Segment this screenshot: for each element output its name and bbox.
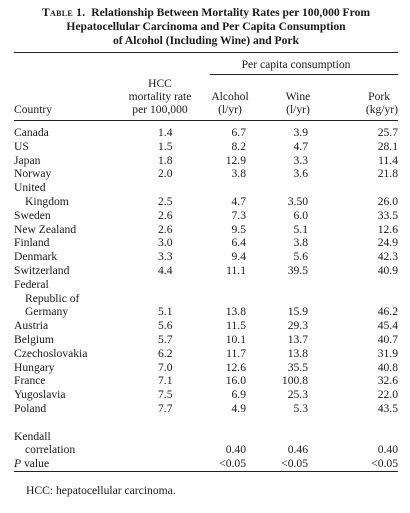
pork-cell: 11.4 (378, 153, 398, 167)
hcc-rate-cell: 7.0 (158, 360, 173, 374)
column-header-wine (266, 75, 330, 120)
empty-cell (266, 292, 330, 306)
column-header-wine-line-1: Wine (285, 90, 311, 103)
table-row (14, 121, 398, 140)
wine-cell: 4.7 (293, 139, 308, 153)
pork-cell: 32.6 (377, 374, 398, 388)
country-cell: Belgium (14, 332, 54, 346)
pork-cell: 24.9 (377, 236, 398, 250)
pork-cell: 21.8 (377, 167, 398, 181)
column-header-alcohol-line-1: Alcohol (211, 90, 249, 103)
empty-cell (126, 181, 194, 195)
alcohol-cell: 12.6 (225, 360, 246, 374)
country-cell: Kingdom (25, 194, 69, 208)
pork-cell: 43.5 (377, 401, 398, 415)
spacer-row (14, 416, 398, 430)
kendall-pork-cell: 0.40 (377, 443, 398, 457)
table-row (14, 195, 398, 209)
pork-cell: 45.4 (377, 319, 398, 333)
alcohol-cell: 11.7 (226, 346, 246, 360)
country-cell: Canada (14, 126, 49, 139)
pork-cell: 40.8 (377, 360, 398, 374)
wine-cell: 13.7 (287, 332, 308, 346)
group-header (194, 53, 398, 75)
p-value-label-p: P (14, 457, 22, 471)
hcc-rate-cell: 2.6 (158, 222, 173, 236)
table-row-continuation (14, 181, 398, 195)
group-header-label: Per capita consumption (241, 57, 351, 71)
kendall-alcohol-cell: 0.40 (225, 443, 246, 457)
kendall-correlation-row (14, 443, 398, 457)
country-cell: Czechoslovakia (14, 346, 88, 360)
hcc-rate-cell: 5.7 (158, 332, 173, 346)
table-footnote: HCC: hepatocellular carcinoma. (26, 483, 176, 497)
group-header-rule (210, 74, 398, 75)
country-cell: Poland (14, 401, 47, 415)
country-name-part: Federal (14, 277, 49, 291)
pork-cell: 40.9 (377, 263, 398, 277)
pork-cell: 31.9 (377, 346, 398, 360)
pork-cell: 22.0 (377, 388, 398, 402)
country-cell: New Zealand (14, 222, 77, 236)
empty-cell (266, 430, 330, 444)
table-row (14, 388, 398, 402)
wine-cell: 15.9 (287, 305, 308, 319)
empty-cell (126, 416, 194, 430)
hcc-rate-cell: 1.8 (158, 153, 173, 167)
column-header-hcc-line-3: per 100,000 (132, 103, 188, 116)
hcc-rate-cell: 1.5 (158, 139, 173, 153)
alcohol-cell: 9.5 (231, 222, 246, 236)
table-row (14, 361, 398, 375)
alcohol-cell: 11.1 (226, 263, 246, 277)
p-value-wine-cell: <0.05 (281, 457, 308, 471)
column-header-alcohol (194, 75, 266, 120)
empty-cell (194, 416, 266, 430)
wine-cell: 25.3 (287, 388, 308, 402)
empty-cell (126, 292, 194, 306)
pork-cell: 25.7 (377, 126, 398, 139)
empty-cell (266, 416, 330, 430)
empty-cell (194, 430, 266, 444)
wine-cell: 3.3 (293, 153, 308, 167)
column-header-country (14, 75, 126, 120)
country-cell: France (14, 374, 46, 388)
table-row (14, 333, 398, 347)
hcc-rate-cell: 2.6 (158, 208, 173, 222)
table-row (14, 236, 398, 250)
wine-cell: 5.6 (293, 250, 308, 264)
wine-cell: 5.1 (293, 222, 308, 236)
empty-cell (330, 292, 398, 306)
table-row-continuation (14, 278, 398, 292)
empty-cell (330, 430, 398, 444)
empty-cell (194, 292, 266, 306)
empty-cell (330, 278, 398, 292)
hcc-rate-cell: 7.1 (158, 374, 173, 388)
data-table-body (14, 121, 398, 471)
empty-cell (330, 416, 398, 430)
table-row (14, 402, 398, 416)
data-table (14, 53, 398, 120)
alcohol-cell: 10.1 (225, 332, 246, 346)
wine-cell: 100.8 (281, 374, 308, 388)
hcc-rate-cell: 2.0 (158, 167, 173, 181)
country-cell: Switzerland (14, 263, 70, 277)
wine-cell: 6.0 (293, 208, 308, 222)
hcc-rate-cell: 3.3 (158, 250, 173, 264)
alcohol-cell: 12.9 (225, 153, 246, 167)
alcohol-cell: 7.3 (231, 208, 246, 222)
empty-cell (194, 278, 266, 292)
wine-cell: 3.50 (287, 194, 308, 208)
alcohol-cell: 16.0 (225, 374, 246, 388)
wine-cell: 29.3 (287, 319, 308, 333)
alcohol-cell: 4.7 (231, 194, 246, 208)
hcc-rate-cell: 5.6 (158, 319, 173, 333)
p-value-row (14, 457, 398, 471)
wine-cell: 3.8 (293, 236, 308, 250)
table-row (14, 347, 398, 361)
column-header-pork-line-1: Pork (368, 90, 391, 103)
column-header-pork-line-2: (kg/yr) (365, 103, 399, 116)
table-row (14, 250, 398, 264)
country-name-part: Republic of (25, 291, 80, 305)
pork-cell: 12.6 (377, 222, 398, 236)
kendall-label-line-2: correlation (25, 443, 76, 457)
empty-cell (126, 430, 194, 444)
table-row (14, 374, 398, 388)
table-row (14, 154, 398, 168)
hcc-rate-cell: 7.7 (158, 401, 173, 415)
p-value-label (14, 457, 126, 471)
wine-cell: 13.8 (287, 346, 308, 360)
country-cell: Japan (14, 153, 41, 167)
kendall-label-line-1: Kendall (14, 429, 51, 443)
hcc-rate-cell: 5.1 (158, 305, 173, 319)
empty-cell (126, 457, 194, 471)
pork-cell: 28.1 (377, 139, 398, 153)
alcohol-cell: 4.9 (231, 401, 246, 415)
column-header-hcc-line-1: HCC (148, 77, 172, 90)
wine-cell: 3.9 (293, 126, 308, 139)
hcc-rate-cell: 6.2 (158, 346, 173, 360)
pork-cell: 46.2 (377, 305, 398, 319)
alcohol-cell: 3.8 (231, 167, 246, 181)
country-cell: Austria (14, 319, 49, 333)
empty-cell (266, 181, 330, 195)
empty-cell (330, 181, 398, 195)
caption-line-2: Hepatocellular Carcinoma and Per Capita Consumption (66, 20, 346, 33)
kendall-wine-cell: 0.46 (287, 443, 308, 457)
column-header-country-label: Country (14, 103, 53, 116)
empty-cell (126, 278, 194, 292)
caption-line-1: Relationship Between Mortality Rates per 100,000 From (91, 6, 371, 19)
table-row-continuation (14, 292, 398, 306)
column-header-pork (330, 75, 398, 120)
caption-line-3: of Alcohol (Including Wine) and Pork (112, 34, 300, 47)
table-row (14, 223, 398, 237)
table-row (14, 209, 398, 223)
p-value-pork-cell: <0.05 (371, 457, 398, 471)
wine-cell: 39.5 (287, 263, 308, 277)
country-cell: Denmark (14, 250, 58, 264)
country-cell: Sweden (14, 208, 51, 222)
table-row (14, 167, 398, 181)
pork-cell: 40.7 (377, 332, 398, 346)
pork-cell: 26.0 (377, 194, 398, 208)
wine-cell: 35.5 (287, 360, 308, 374)
caption-lead: Table 1. (41, 6, 86, 19)
column-header-wine-line-2: (l/yr) (286, 103, 310, 116)
pork-cell: 42.3 (377, 250, 398, 264)
column-header-hcc (126, 75, 194, 120)
hcc-rate-cell: 3.0 (158, 236, 173, 250)
empty-cell (126, 443, 194, 457)
table-row (14, 140, 398, 154)
bottom-rule (14, 471, 398, 472)
kendall-row-label (14, 430, 398, 444)
table-document (14, 6, 398, 497)
alcohol-cell: 6.4 (231, 236, 246, 250)
hcc-rate-cell: 2.5 (158, 194, 173, 208)
empty-cell (266, 278, 330, 292)
empty-cell (194, 181, 266, 195)
table-caption (14, 6, 398, 48)
table-row (14, 264, 398, 278)
country-cell: Finland (14, 236, 50, 250)
empty-cell (14, 416, 126, 430)
hcc-rate-cell: 4.4 (158, 263, 173, 277)
table-row (14, 319, 398, 333)
column-header-alcohol-line-2: (l/yr) (218, 103, 242, 116)
wine-cell: 5.3 (293, 401, 308, 415)
alcohol-cell: 9.4 (231, 250, 246, 264)
hcc-rate-cell: 1.4 (158, 126, 173, 139)
alcohol-cell: 6.9 (231, 388, 246, 402)
alcohol-cell: 13.8 (225, 305, 246, 319)
country-cell: Norway (14, 167, 52, 181)
p-value-alcohol-cell: <0.05 (219, 457, 246, 471)
country-cell: Germany (25, 305, 69, 319)
wine-cell: 3.6 (293, 167, 308, 181)
alcohol-cell: 11.5 (226, 319, 246, 333)
table-row (14, 305, 398, 319)
hcc-rate-cell: 7.5 (158, 388, 173, 402)
alcohol-cell: 6.7 (231, 126, 246, 139)
country-cell: Hungary (14, 360, 55, 374)
pork-cell: 33.5 (377, 208, 398, 222)
country-name-part: United (14, 181, 46, 195)
country-cell: Yugoslavia (14, 388, 66, 402)
country-cell: US (14, 139, 29, 153)
alcohol-cell: 8.2 (231, 139, 246, 153)
p-value-label-rest: value (21, 457, 50, 471)
column-header-hcc-line-2: mortality rate (128, 90, 192, 103)
